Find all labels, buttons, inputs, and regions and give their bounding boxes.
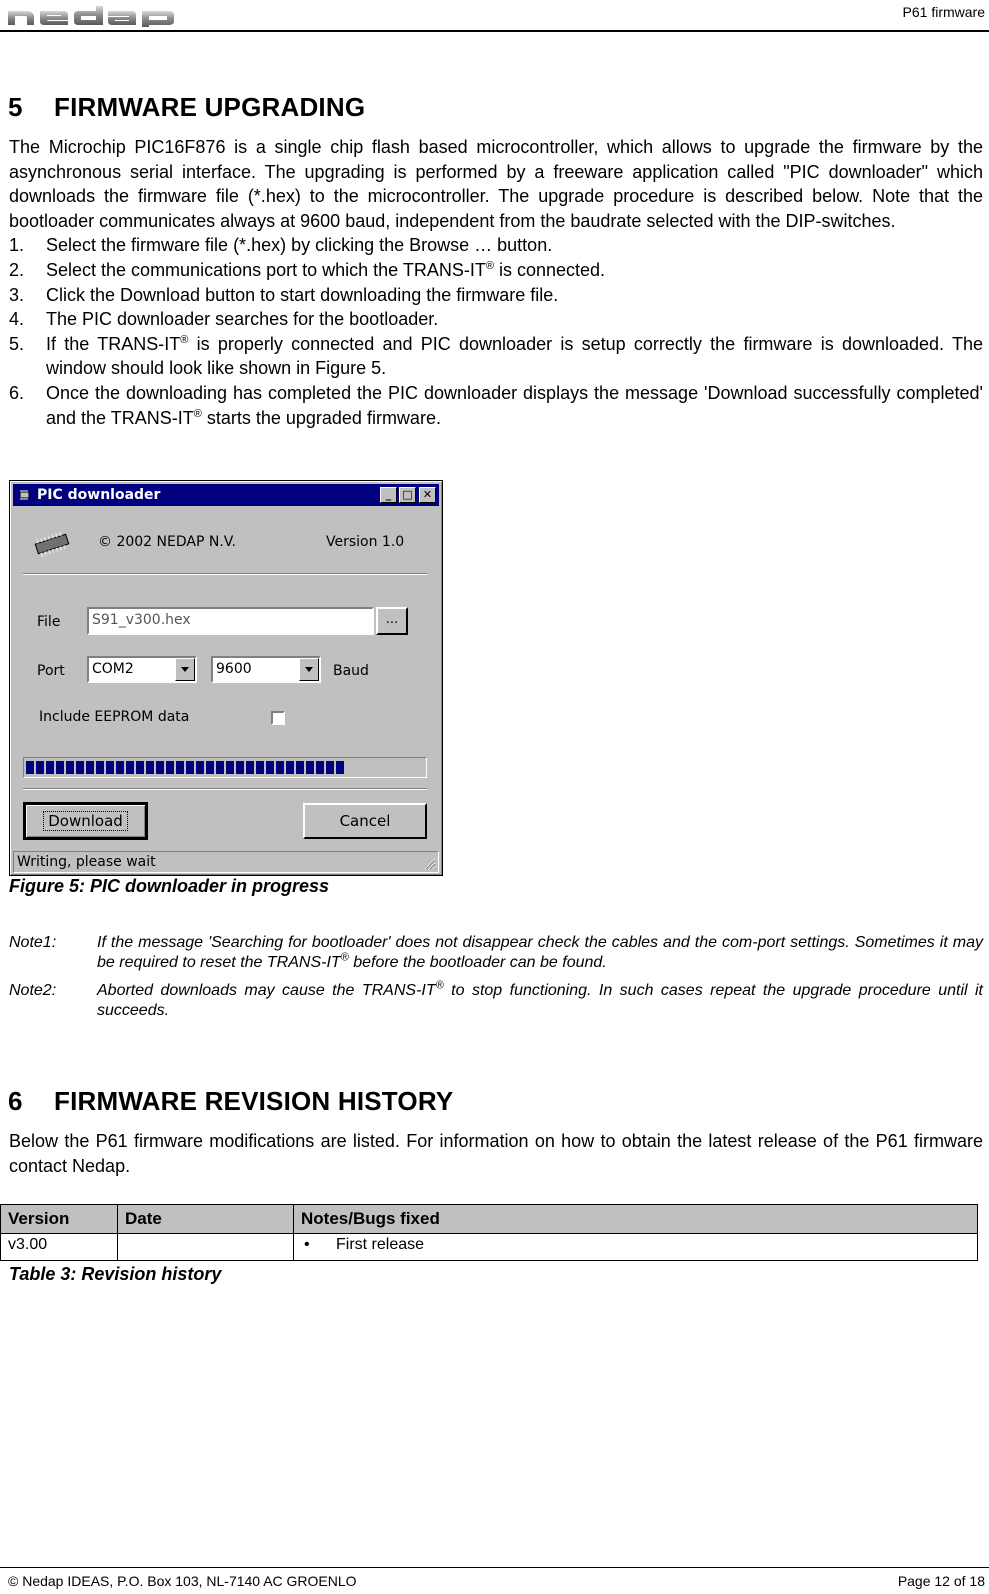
figure-caption: Figure 5: PIC downloader in progress bbox=[9, 876, 330, 896]
section-number: 5 bbox=[8, 92, 23, 122]
section-number: 6 bbox=[8, 1086, 23, 1116]
separator bbox=[23, 788, 427, 790]
note-1 bbox=[9, 933, 983, 973]
step-number: 6. bbox=[9, 382, 25, 403]
upgrade-steps-list bbox=[9, 233, 983, 430]
copyright-label: © 2002 NEDAP N.V. bbox=[98, 534, 236, 550]
maximize-button[interactable] bbox=[399, 487, 416, 503]
file-label: File bbox=[37, 614, 61, 630]
step-text: Select the firmware file (*.hex) by clicking the Browse … button. bbox=[46, 235, 553, 256]
separator bbox=[23, 573, 427, 575]
step-number: 5. bbox=[9, 333, 25, 354]
table-caption: Table 3: Revision history bbox=[9, 1264, 222, 1284]
baud-label: Baud bbox=[333, 663, 369, 679]
section-title: FIRMWARE UPGRADING bbox=[54, 92, 366, 122]
version-label: Version 1.0 bbox=[326, 534, 405, 550]
registered-mark: ® bbox=[340, 951, 349, 964]
download-button[interactable] bbox=[23, 802, 148, 840]
minimize-icon: _ bbox=[385, 488, 392, 501]
header-rule bbox=[0, 30, 989, 32]
file-input[interactable]: S91_v300.hex bbox=[87, 607, 374, 635]
note-text: to stop functioning. In such cases repeat the upgrade procedure until it succeeds. bbox=[97, 982, 984, 1019]
column-header: Date bbox=[118, 1205, 294, 1234]
note-text: Aborted downloads may cause the TRANS-IT bbox=[97, 982, 436, 999]
version-cell: v3.00 bbox=[1, 1234, 118, 1261]
step-number: 2. bbox=[9, 259, 25, 280]
status-bar bbox=[13, 851, 439, 873]
step-text: Once the downloading has completed the PIC downloader displays the message 'Download successfully completed' and the TRANS-IT bbox=[46, 382, 983, 428]
list-item bbox=[9, 233, 983, 258]
minimize-button[interactable] bbox=[380, 487, 397, 503]
table-header-row bbox=[1, 1205, 978, 1234]
bullet-icon: • bbox=[304, 1236, 310, 1253]
port-select[interactable] bbox=[87, 656, 197, 683]
chevron-down-icon[interactable] bbox=[299, 658, 319, 681]
registered-mark: ® bbox=[435, 979, 444, 992]
notes-cell bbox=[294, 1234, 978, 1261]
section-title: FIRMWARE REVISION HISTORY bbox=[54, 1086, 454, 1116]
note-text: before the bootloader can be found. bbox=[348, 954, 607, 971]
column-header: Version bbox=[1, 1205, 118, 1234]
notes-text: First release bbox=[336, 1236, 425, 1253]
section-5-body bbox=[9, 135, 983, 430]
section-6-body: Below the P61 firmware modifications are listed. For information on how to obtain the latest release of the P61 firmware contact Nedap. bbox=[9, 1131, 983, 1176]
note-2 bbox=[9, 981, 983, 1021]
baud-value: 9600 bbox=[216, 661, 252, 677]
note-text: If the message 'Searching for bootloader' does not disappear check the cables and the com-port settings. Sometimes it may be required to reset the TRANS-IT bbox=[97, 934, 983, 971]
maximize-icon: □ bbox=[402, 488, 413, 501]
intro-paragraph: The Microchip PIC16F876 is a single chip flash based microcontroller, which allows to upgrade the firmware by the asynchronous serial interface. The upgrading is performed by a freeware application called "PIC downloader" which downloads the firmware file (*.hex) to the microcontroller. The upgrade procedure is described below. Note that the bootloader communicates always at 9600 baud, independent from the baudrate selected with the DIP-switches. bbox=[9, 137, 983, 231]
registered-mark: ® bbox=[193, 407, 202, 420]
nedap-logo bbox=[6, 5, 178, 27]
chip-icon bbox=[18, 489, 31, 501]
window-titlebar bbox=[13, 484, 439, 506]
step-text: starts the upgraded firmware. bbox=[201, 407, 441, 428]
cancel-button[interactable]: Cancel bbox=[303, 803, 427, 839]
footer-address: © Nedap IDEAS, P.O. Box 103, NL-7140 AC GROENLO bbox=[8, 1573, 357, 1589]
step-text: Select the communications port to which the TRANS-IT bbox=[46, 259, 486, 280]
close-button[interactable] bbox=[419, 487, 436, 503]
document-title: P61 firmware bbox=[902, 4, 985, 20]
step-number: 4. bbox=[9, 309, 25, 330]
window-title: PIC downloader bbox=[37, 487, 161, 503]
step-number: 3. bbox=[9, 284, 25, 305]
list-item bbox=[9, 381, 983, 430]
column-header: Notes/Bugs fixed bbox=[294, 1205, 978, 1234]
table-row bbox=[1, 1234, 978, 1261]
date-cell bbox=[118, 1234, 294, 1261]
progress-bar bbox=[23, 757, 427, 778]
port-label: Port bbox=[37, 663, 65, 679]
section-5-heading bbox=[8, 92, 365, 123]
step-text: is properly connected and PIC downloader is setup correctly the firmware is downloaded. The window should look like shown in Figure 5. bbox=[46, 333, 983, 379]
note-key: Note2: bbox=[9, 982, 57, 999]
microchip-icon bbox=[32, 531, 72, 557]
close-icon: ✕ bbox=[422, 488, 433, 501]
step-text: If the TRANS-IT bbox=[46, 333, 181, 354]
download-button-label: Download bbox=[43, 811, 128, 831]
step-text: is connected. bbox=[493, 259, 606, 280]
list-item bbox=[9, 258, 983, 283]
port-value: COM2 bbox=[92, 661, 134, 677]
pic-downloader-window bbox=[9, 480, 443, 876]
baud-select[interactable] bbox=[211, 656, 321, 683]
resize-grip-icon[interactable] bbox=[422, 856, 436, 870]
eeprom-checkbox[interactable] bbox=[271, 711, 285, 725]
step-text: Click the Download button to start downloading the firmware file. bbox=[46, 284, 559, 305]
note-key: Note1: bbox=[9, 934, 57, 951]
browse-button[interactable]: ... bbox=[376, 607, 408, 635]
chevron-down-icon[interactable] bbox=[175, 658, 195, 681]
step-number: 1. bbox=[9, 235, 25, 256]
list-item bbox=[9, 332, 983, 381]
status-text: Writing, please wait bbox=[17, 854, 156, 870]
eeprom-label: Include EEPROM data bbox=[39, 709, 190, 725]
section-6-heading bbox=[8, 1086, 453, 1117]
step-text: The PIC downloader searches for the bootloader. bbox=[46, 309, 439, 330]
progress-fill bbox=[26, 761, 344, 774]
page-number: Page 12 of 18 bbox=[897, 1573, 985, 1589]
footer-rule bbox=[0, 1567, 989, 1568]
registered-mark: ® bbox=[180, 333, 189, 346]
registered-mark: ® bbox=[485, 259, 494, 272]
list-item bbox=[9, 307, 983, 332]
list-item bbox=[9, 283, 983, 308]
revision-table bbox=[0, 1204, 978, 1261]
